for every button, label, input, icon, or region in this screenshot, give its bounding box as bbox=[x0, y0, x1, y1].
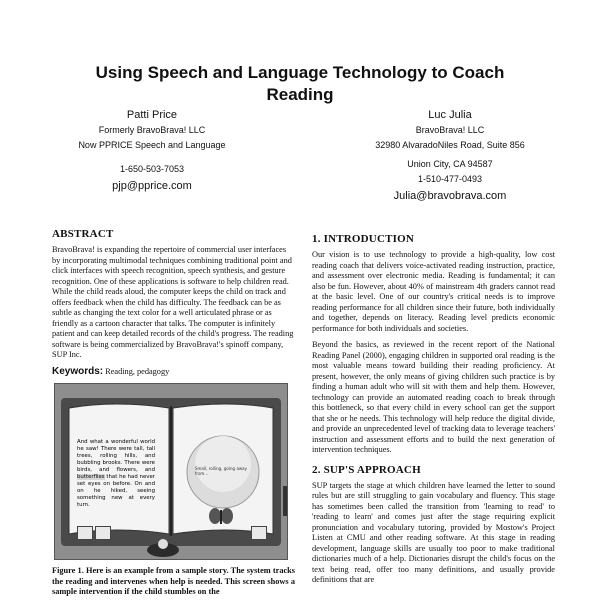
title-line-1: Using Speech and Language Technology to Coach bbox=[95, 63, 505, 82]
author-address: 32980 AlvaradoNiles Road, Suite 856 bbox=[375, 140, 525, 150]
intro-paragraph-1: Our vision is to use technology to provide a high-quality, low cost reading coach that delivers voice-activated reading instruction, practice, and assessment over electronic media. Reading is fundamental; it can also be fun. However, about 40% of mainstream 4th graders cannot read at the basic level. One of our country's critical needs is to improve reading performance for all children since their future, both individually and together, depends on literacy. Reading level predicts economic performance for both individuals and societies. bbox=[312, 250, 555, 333]
abstract-heading: ABSTRACT bbox=[52, 228, 114, 240]
author-affiliation: BravoBrava! LLC bbox=[415, 125, 485, 135]
right-column bbox=[312, 233, 555, 592]
intro-heading: 1. INTRODUCTION bbox=[312, 233, 415, 245]
author-email: pjp@pprice.com bbox=[112, 180, 192, 192]
paper-title bbox=[40, 62, 560, 106]
abstract-text: BravoBrava! is expanding the repertoire of commercial user interfaces by incorporating multimodal techniques combining traditional point and click interfaces with speech recognition, speech synthesis, and gesture recognition. One of these applications is software to help children read. While the child reads aloud, the computer keeps the child on track and offers feedback when the child has difficulty. The feedback can be as subtle as changing the text color for a well articulated phrase or as friendly as a cartoon character that talks. The computer is infinitely patient and can keep detailed records of the child's progress. The reading software is being commercialized by BravoBrava!'s spinoff company, SUP Inc. bbox=[52, 245, 294, 359]
intro-paragraph-2: Beyond the basics, as reviewed in the recent report of the National Reading Panel (2000), engaging children in supported oral reading is the most valuable means toward building their reading proficiency. At present, however, the only means of giving children such practice is by finding a human adult who will sit with them and help them. However, technology can provide an automated reading coach to break through this bottleneck, so that every child in every school can get the support that she or he needs. This technology will help reduce the digital divide, and provide an unprecedented level of tracking data to leverage teachers' instruction and assessment efforts and to build the next generation of intervention techniques. bbox=[312, 340, 555, 454]
author-email: Julia@bravobrava.com bbox=[393, 190, 507, 202]
keywords-text: Reading, pedagogy bbox=[105, 366, 170, 376]
play-button-icon bbox=[95, 526, 111, 540]
left-column bbox=[52, 228, 295, 598]
keywords bbox=[52, 367, 295, 378]
author-block-left bbox=[22, 107, 282, 194]
right-page-text: Small, rolling, going away from... bbox=[195, 466, 247, 476]
author-phone: 1-650-503-7053 bbox=[119, 164, 185, 174]
author-city: Union City, CA 94587 bbox=[407, 159, 493, 169]
butterfly-icon bbox=[209, 508, 233, 524]
highlighted-word: butterflies bbox=[77, 474, 105, 480]
author-affiliation: Formerly BravoBrava! LLC bbox=[98, 125, 206, 135]
approach-paragraph-1: SUP targets the stage at which children have learned the letter to sound rules but are still struggling to gain vocabulary and fluency. This stage has sometimes been called the transition from 'learning to read' to 'reading to learn' and comes just after the stage requiring explicit pronunciation and vocabulary tutoring, provided by Mostow's Project Listen at CMU and other reading software. At this stage in reading development, language skills are usually too poor to make traditional dictionaries much of a help. Dictionaries disrupt the child's focus on the text being read, offer too many definitions, and usually provide definitions that are bbox=[312, 480, 555, 584]
author-affiliation: Now PPRICE Speech and Language bbox=[78, 140, 226, 150]
author-name: Patti Price bbox=[126, 109, 178, 121]
story-text: And what a wonderful world he saw! There were tall, tall trees, rolling hills, and bubbling brooks. There were birds, and flowers, and butterflies that he had never set eyes on before. On and on he hiked, seeing something new at every turn. bbox=[77, 439, 155, 508]
figure-reading-app-screenshot bbox=[54, 383, 288, 560]
figure-caption: Figure 1. Here is an example from a sample story. The system tracks the reading and intervenes when help is needed. This screen shows a sample intervention if the child stumbles on the bbox=[52, 566, 295, 596]
author-phone: 1-510-477-0493 bbox=[417, 174, 483, 184]
title-line-2: Reading bbox=[266, 85, 334, 104]
author-block-right bbox=[320, 107, 580, 204]
home-button-icon bbox=[251, 526, 267, 540]
back-button-icon bbox=[77, 526, 93, 540]
author-name: Luc Julia bbox=[428, 109, 472, 121]
approach-heading: 2. SUP'S APPROACH bbox=[312, 463, 421, 476]
keywords-label: Keywords: bbox=[52, 365, 104, 377]
